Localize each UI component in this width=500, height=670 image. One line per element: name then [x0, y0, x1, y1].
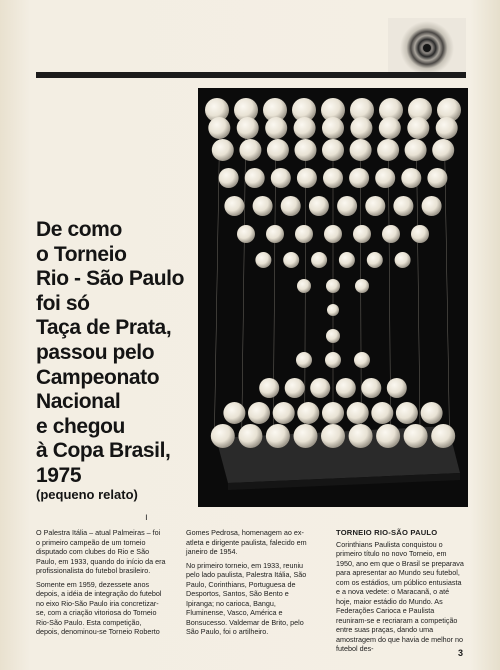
header-rule — [36, 72, 466, 78]
paragraph: O Palestra Itália – atual Palmeiras – foi o primeiro campeão de um torneio disputado com clubes do Rio e São Paulo, em 1933, quando do início da era profissionalista do futebol brasileiro. — [36, 528, 166, 575]
paragraph: No primeiro torneio, em 1933, reuniu pelo lado paulista, Palestra Itália, São Paulo, Corinthians, Portuguesa de Desportos, Santos, São Bento e Ipiranga; no carioca, Bangu, Fluminense, Vasco, América e Bonsucesso. Valdemar de Brito, pelo São Paulo, foi o artilheiro. — [186, 560, 307, 636]
sculpture-photo — [198, 88, 468, 507]
paragraph-marker: ı — [145, 512, 148, 523]
text-column-2 — [186, 528, 316, 641]
paragraph: Somente em 1959, dezessete anos depois, a idéia de integração do futebol no eixo Rio-São Paulo iria concretizar-se, com a criação vitoriosa do Torneio Rio-São Paulo. Esta competição, depois, denominou-se Torneio Roberto — [36, 579, 162, 636]
page-number: 3 — [458, 648, 464, 658]
text-column-1 — [36, 528, 166, 641]
paragraph: Gomes Pedrosa, homenagem ao ex-atleta e dirigente paulista, falecido em janeiro de 1954. — [186, 528, 307, 556]
subtitle: (pequeno relato) — [36, 487, 138, 502]
concentric-circles-target-icon — [388, 18, 466, 78]
text-column-3 — [336, 528, 466, 658]
section-heading: TORNEIO RIO-SÃO PAULO — [336, 528, 438, 537]
headline: De como o Torneio Rio - São Paulo foi só Taça de Prata, passou pelo Campeonato Nacional e chegou à Copa Brasil, 1975 — [36, 218, 185, 487]
paragraph: Corinthians Paulista conquistou o primeiro título no novo Torneio, em 1950, ano em que o Brasil se preparava para apresentar ao Mundo seu futebol, com os estádios, um público entusiasta e a nova vedete: o Maracanã, o até hoje, maior estádio do Mundo. As Federações Carioca e Paulista reuniram-se e recriaram a competição entre suas praças, dando uma amostragem do que havia de melhor no futebol des- — [336, 539, 464, 653]
